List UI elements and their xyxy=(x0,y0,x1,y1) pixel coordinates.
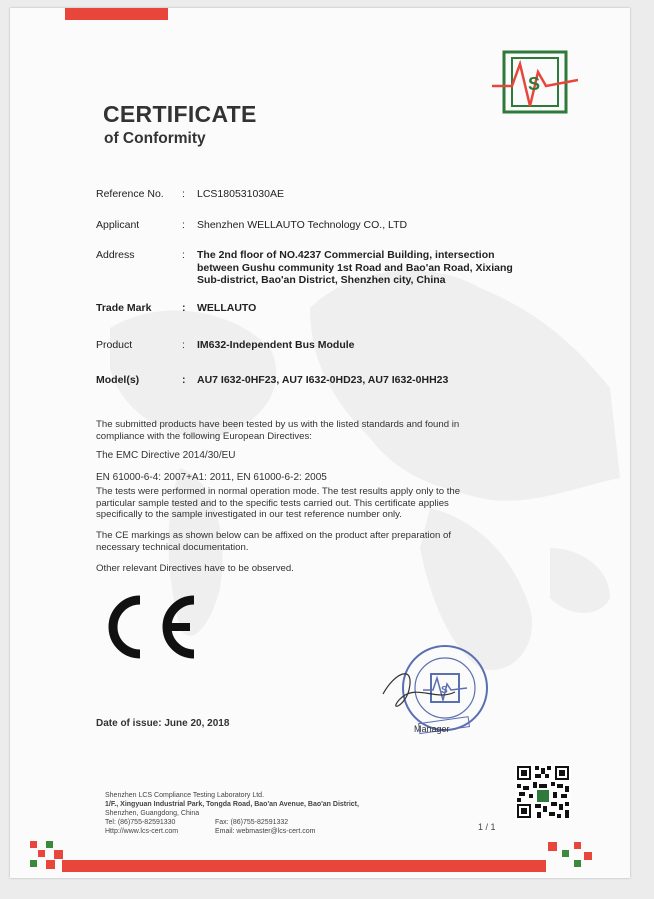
lab-tel: Tel: (86)755-82591330 xyxy=(105,819,176,826)
certificate-subtitle: of Conformity xyxy=(104,130,206,147)
field-colon: : xyxy=(182,188,185,200)
applicant-address: The 2nd floor of NO.4237 Commercial Building, intersection between Gushu community 1st Road and Bao'an Road, Xixiang Sub-district, Bao'an District, Shenzhen city, China xyxy=(197,249,513,286)
product-value: IM632-Independent Bus Module xyxy=(197,339,355,351)
bottom-accent-bar xyxy=(62,860,546,872)
directive-name: The EMC Directive 2014/30/EU xyxy=(96,450,236,461)
models-value: AU7 I632-0HF23, AU7 I632-0HD23, AU7 I632-0HH23 xyxy=(197,374,449,386)
lab-fax: Fax: (86)755-82591332 xyxy=(215,819,289,826)
signatory-title: Manager xyxy=(414,724,450,734)
decor-square xyxy=(30,860,37,867)
date-of-issue: Date of issue: June 20, 2018 xyxy=(96,718,230,729)
qr-code-icon xyxy=(515,764,571,820)
field-colon: : xyxy=(182,374,186,386)
field-label: Product xyxy=(96,339,133,351)
lab-email: Email: webmaster@lcs-cert.com xyxy=(215,828,316,835)
decor-square xyxy=(30,841,37,848)
other-directives-note: Other relevant Directives have to be observed. xyxy=(96,563,294,574)
svg-text:S: S xyxy=(441,685,448,696)
decor-square xyxy=(562,850,569,857)
field-colon: : xyxy=(182,339,185,351)
lab-website: Http://www.lcs-cert.com xyxy=(105,828,179,835)
field-colon: : xyxy=(182,249,185,261)
field-colon: : xyxy=(182,219,185,231)
ce-mark-icon xyxy=(98,592,198,662)
field-label: Trade Mark xyxy=(96,302,152,314)
lcs-logo-icon xyxy=(492,50,578,114)
world-map-watermark xyxy=(10,8,630,878)
field-label: Reference No. xyxy=(96,188,164,200)
decor-square xyxy=(548,842,557,851)
lab-name: Shenzhen LCS Compliance Testing Laboratory Ltd. xyxy=(105,792,265,799)
field-label: Model(s) xyxy=(96,374,140,386)
decor-square xyxy=(38,850,45,857)
svg-text:S: S xyxy=(528,74,541,94)
decor-square xyxy=(584,852,592,860)
field-label: Address xyxy=(96,249,135,261)
certificate-page xyxy=(10,8,630,878)
standards-list: EN 61000-6-4: 2007+A1: 2011, EN 61000-6-2: 2005 xyxy=(96,472,327,483)
field-colon: : xyxy=(182,302,186,314)
page-number: 1 / 1 xyxy=(478,822,496,832)
certificate-title: CERTIFICATE xyxy=(103,101,257,127)
ce-marking-note: The CE markings as shown below can be affixed on the product after preparation of necessary technical documentation. xyxy=(96,530,451,553)
compliance-statement: The submitted products have been tested by us with the listed standards and found in compliance with the following European Directives: xyxy=(96,419,460,442)
decor-square xyxy=(46,860,55,869)
applicant-name: Shenzhen WELLAUTO Technology CO., LTD xyxy=(197,219,408,231)
decor-square xyxy=(54,850,63,859)
decor-square xyxy=(46,841,53,848)
trademark-value: WELLAUTO xyxy=(197,302,257,314)
lab-address-line1: 1/F., Xingyuan Industrial Park, Tongda Road, Bao'an Avenue, Bao'an District, xyxy=(105,801,359,808)
top-accent-bar xyxy=(65,8,168,20)
reference-number: LCS180531030AE xyxy=(197,188,284,200)
decor-square xyxy=(574,842,581,849)
lab-address-line2: Shenzhen, Guangdong, China xyxy=(105,810,200,817)
field-label: Applicant xyxy=(96,219,140,231)
tests-note: The tests were performed in normal operation mode. The test results apply only to the particular sample tested and to the specific tests carried out. This certificate applies specifically to the sample investigated in our test reference number only. xyxy=(96,486,461,520)
decor-square xyxy=(574,860,581,867)
